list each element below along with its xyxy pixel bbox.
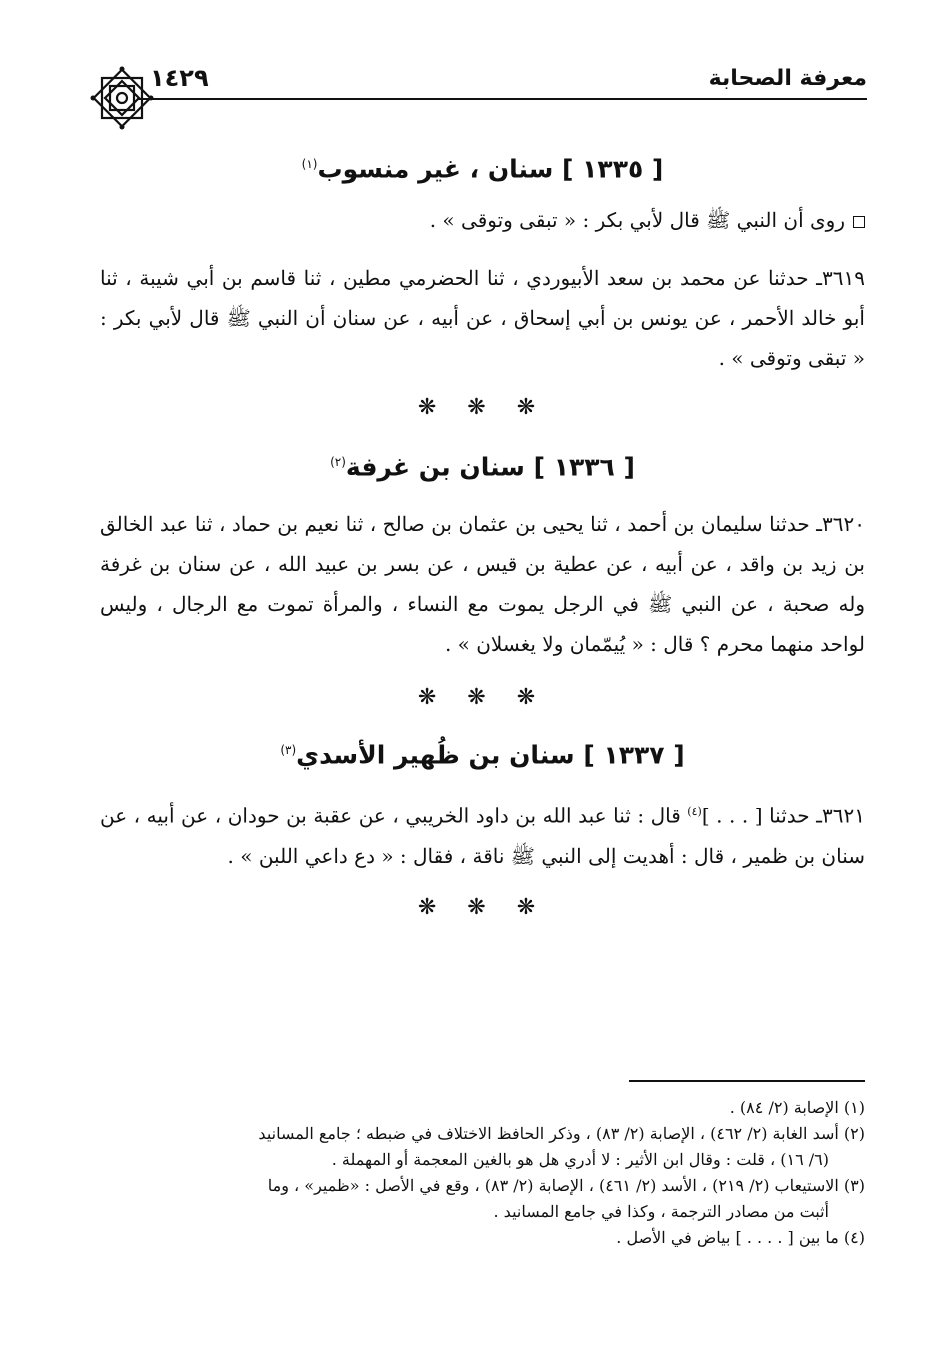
page-header xyxy=(90,58,867,98)
main-text xyxy=(100,140,865,928)
hadith-paragraph: ٣٦٢٠ـ حدثنا سليمان بن أحمد ، ثنا يحيى بن عثمان بن صالح ، ثنا نعيم بن حماد ، ثنا عبد الخالق بن زيد بن واقد ، عن أبيه ، عن عطية بن قيس ، عن بسر بن عبيد الله ، عن سنان بن غرفة وله صحبة ، عن النبي ﷺ في الرجل يموت مع النساء ، والمرأة تموت مع الرجال ، وليس لواحد منهما محرم ؟ قال : « يُيمّمان ولا يغسلان » . xyxy=(100,512,865,656)
hadith-paragraph xyxy=(100,792,865,876)
footnote-continuation: أثبت من مصادر الترجمة ، وكذا في جامع المسانيد . xyxy=(493,1202,829,1221)
page-number: ١٤٢٩ xyxy=(150,64,209,92)
running-title: معرفة الصحابة xyxy=(708,66,867,91)
intro-paragraph xyxy=(100,200,865,240)
footnote-continuation: (٦/ ١٦) ، قلت : وقال ابن الأثير : لا أدري هل هو بالغين المعجمة أو المهملة . xyxy=(331,1150,829,1169)
entry-heading-text: [ ١٣٣٦ ] سنان بن غرفة xyxy=(345,452,635,482)
entry-heading xyxy=(100,726,865,774)
footnote-ref: (٤) xyxy=(687,805,702,818)
hadith-text: قال : ثنا عبد الله بن داود الخريبي ، عن عقبة بن حودان ، عن أبيه ، عن سنان بن ظمير ، قال : أهديت إلى النبي ﷺ ناقة ، فقال : « دع داعي اللبن » . xyxy=(100,803,865,868)
hadith-text: ٣٦٢١ـ حدثنا [ . . . ] xyxy=(701,803,865,828)
octagram-ornament-icon xyxy=(88,64,156,132)
header-rule xyxy=(138,98,867,100)
square-bullet-icon xyxy=(853,216,865,228)
entry-heading xyxy=(100,140,865,188)
footnote: (٣) الاستيعاب (٢/ ٢١٩) ، الأسد (٢/ ٤٦١) ، الإصابة (٢/ ٨٣) ، وقع في الأصل : «ظمير» ، وما xyxy=(267,1176,865,1195)
intro-text: روى أن النبي ﷺ قال لأبي بكر : « تبقى وتوقى » . xyxy=(429,208,845,232)
footnote-ref: (١) xyxy=(301,157,318,171)
entry-heading xyxy=(100,438,865,486)
footnotes xyxy=(100,1095,865,1251)
section-separator: ❋ ❋ ❋ xyxy=(417,395,548,420)
hadith-paragraph: ٣٦١٩ـ حدثنا عن محمد بن سعد الأبيوردي ، ثنا الحضرمي مطين ، ثنا قاسم بن أبي شيبة ، ثنا أبو خالد الأحمر ، عن يونس بن أبي إسحاق ، عن أبيه ، عن سنان أن النبي ﷺ قال لأبي بكر : « تبقى وتوقى » . xyxy=(100,266,865,370)
footnote: (٢) أسد الغابة (٢/ ٤٦٢) ، الإصابة (٢/ ٨٣) ، وذكر الحافظ الاختلاف في ضبطه ؛ جامع المسانيد xyxy=(258,1124,865,1143)
footnote-ref: (٢) xyxy=(330,455,346,469)
entry-heading-text: [ ١٣٣٥ ] سنان ، غير منسوب xyxy=(317,154,664,184)
footnote-rule xyxy=(629,1080,865,1082)
section-separator: ❋ ❋ ❋ xyxy=(417,894,548,920)
footnote: (١) الإصابة (٢/ ٨٤) . xyxy=(729,1098,865,1117)
footnote-ref: (٣) xyxy=(280,743,297,757)
footnote: (٤) ما بين [ . . . . ] بياض في الأصل . xyxy=(616,1228,865,1247)
section-separator: ❋ ❋ ❋ xyxy=(417,685,548,710)
entry-heading-text: [ ١٣٣٧ ] سنان بن ظُهير الأسدي xyxy=(296,740,685,770)
